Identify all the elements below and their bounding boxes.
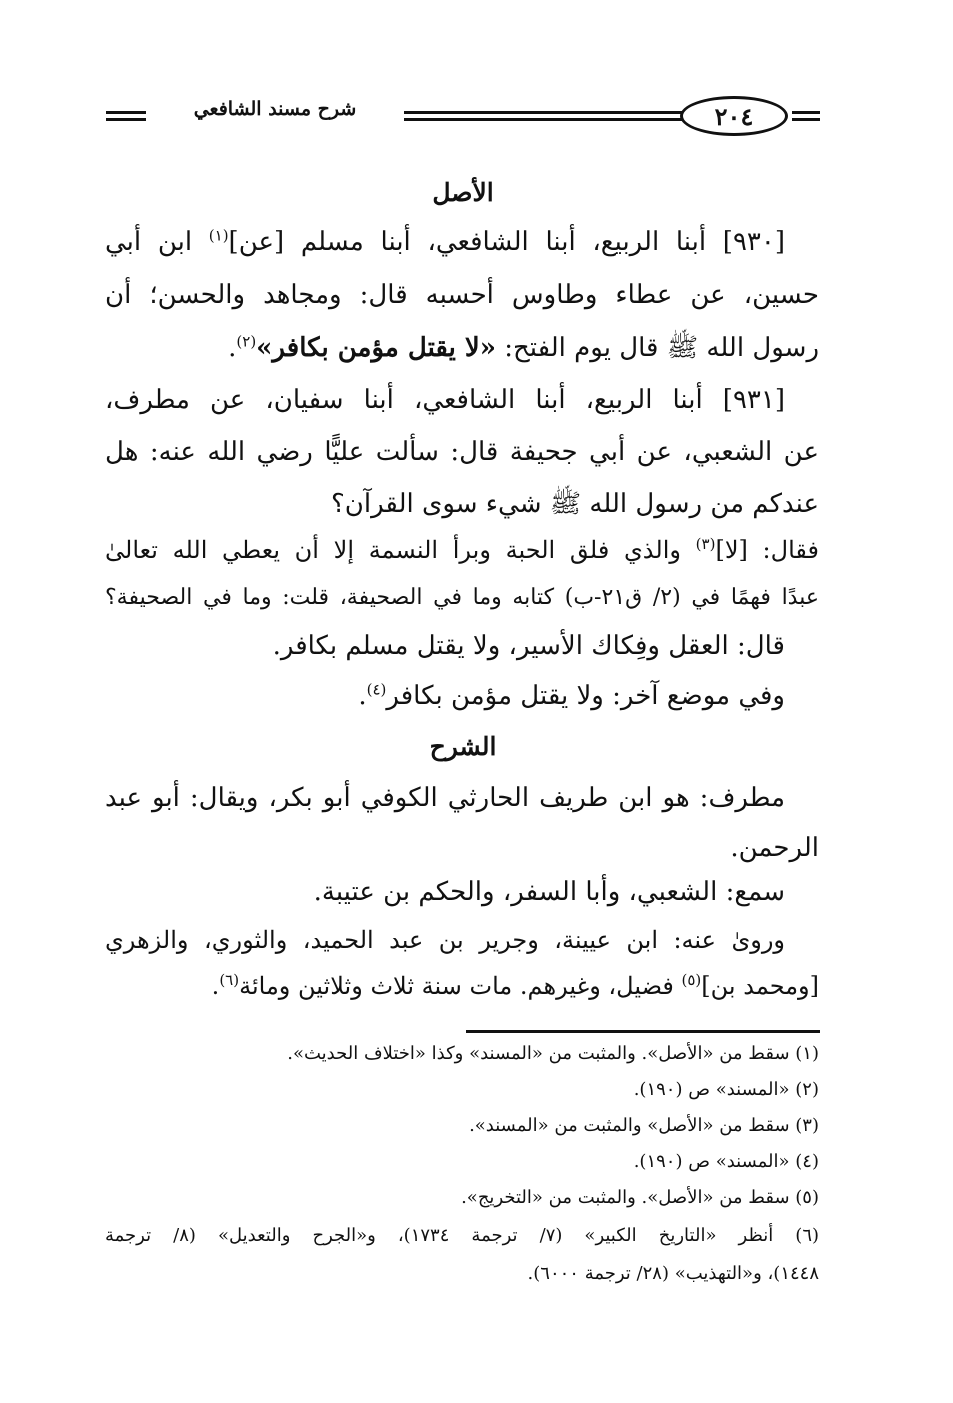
footnote-ref[interactable]: (٤) [366,680,387,699]
page-number: ٢٠٤ [680,96,788,136]
text-line: فقال: [لا]$^{(٣)}$ والذي فلق الحبة وبرأ النسمة إلا أن يعطي الله تعالىٰ [105,535,820,564]
hadith-quote: «لا يقتل مؤمن بكافر» [256,333,496,363]
header-rule-right [792,111,820,114]
text-line: مطرف: هو ابن طريف الحارثي الكوفي أبو بكر، ويقال: أبو عبد [105,783,785,813]
footnote-ref[interactable]: (١) [208,226,229,245]
section-heading-sharh: الشرح [429,732,497,761]
footnote: (٣) سقط من «الأصل» والمثبت من «المسند». [469,1115,819,1136]
text-line: [ومحمد بن]$^{(٥)}$ فضيل، وغيرهم. مات سنة ثلاث وثلاثين ومائة$^{(٦)}$. [211,971,819,1000]
header-rule-left [106,111,146,114]
section-heading-asl: الأصل [432,178,494,207]
book-title: شرح مسند الشافعي [193,98,357,120]
footnote-ref[interactable]: (٦) [219,971,240,989]
text-line: عبدًا فهمًا في (٢/ ق٢١-ب) كتابه وما في الصحيفة، قلت: وما في الصحيفة؟ [105,585,819,610]
text-line: وروىٰ عنه: ابن عيينة، وجرير بن عبد الحميد، والثوري، والزهري [105,926,785,954]
text-line: سمع: الشعبي، وأبا السفر، والحكم بن عتيبة. [313,877,785,907]
footnote: (٦) أنظر «التاريخ الكبير» (٧/ ترجمة ١٧٣٤)، و«الجرح والتعديل» (٨/ ترجمة [105,1225,820,1246]
text-line: رسول الله ﷺ قال يوم الفتح: «لا يقتل مؤمن بكافر»$^{(٢)}$. [228,332,819,363]
footnote-ref[interactable]: (٣) [695,535,716,553]
footnote-continuation: ١٤٤٨)، و«التهذيب» (٢٨/ ترجمة ٦٠٠٠). [527,1263,819,1284]
text-line: [٩٣٠] أبنا الربيع، أبنا الشافعي، أبنا مسلم [عن]$^{(١)}$ ابن أبي [105,226,785,257]
running-header [106,92,820,144]
footnote-separator [466,1030,820,1033]
text-line: حسين، عن عطاء وطاوس أحسبه قال: ومجاهد والحسن؛ أن [105,280,819,310]
text-line: عن الشعبي، عن أبي جحيفة قال: سألت عليًّا رضي الله عنه: هل [105,437,819,467]
header-rule-right-2 [792,118,820,121]
footnote: (١) سقط من «الأصل». والمثبت من «المسند» وكذا «اختلاف الحديث». [287,1043,819,1064]
footnote-ref[interactable]: (٢) [236,332,257,351]
header-rule-left-2 [106,118,146,121]
text-line: قال: العقل وفِكاك الأسير، ولا يقتل مسلم بكافر. [272,631,785,661]
footnote: (٢) «المسند» ص (١٩٠). [633,1079,819,1100]
text-line: [٩٣١] أبنا الربيع، أبنا الشافعي، أبنا سفيان، عن مطرف، [105,385,785,415]
footnote: (٥) سقط من «الأصل». والمثبت من «التخريج». [461,1187,819,1208]
footnote: (٤) «المسند» ص (١٩٠). [633,1151,819,1172]
text-line: الرحمن. [730,833,819,863]
text-line: عندكم من رسول الله ﷺ شيء سوى القرآن؟ [330,489,819,519]
text-line: وفي موضع آخر: ولا يقتل مؤمن بكافر$^{(٤)}$. [358,680,785,711]
footnote-ref[interactable]: (٥) [681,971,702,989]
